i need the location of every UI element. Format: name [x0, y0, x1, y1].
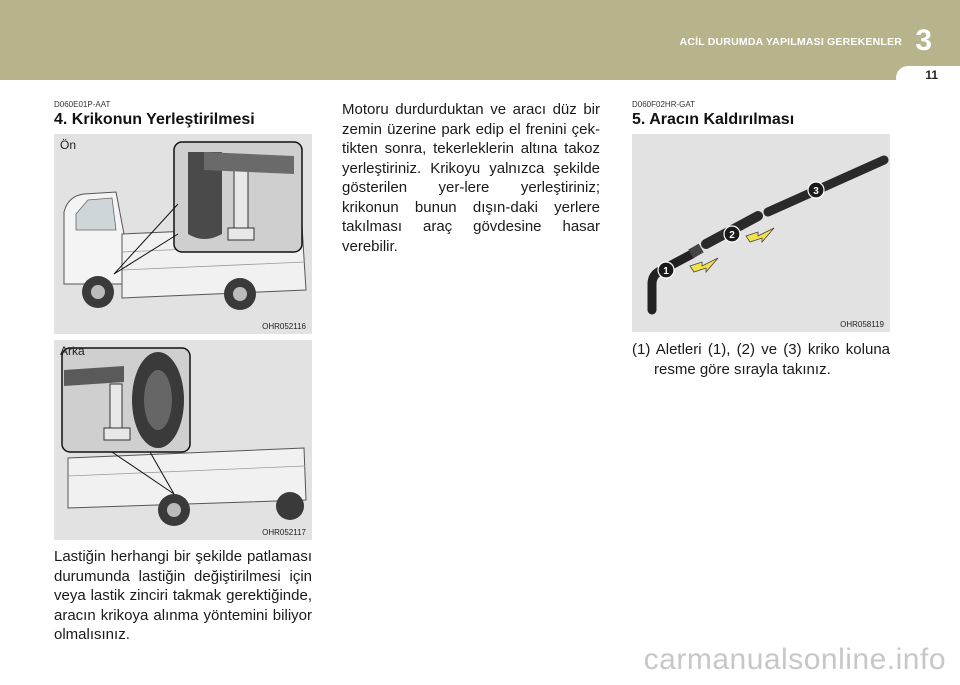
chapter-number: 3 [915, 24, 932, 57]
section5-step-1: (1) Aletleri (1), (2) ve (3) kriko koluna resme göre sırayla takınız. [632, 341, 890, 378]
figure-front-jack [54, 134, 312, 334]
callout-2 [724, 226, 740, 242]
figure-front-code: OHR052116 [262, 322, 306, 331]
section4-code: D060E01P-AAT [54, 100, 111, 109]
callout-3 [808, 182, 824, 198]
page-number: 11 [925, 68, 938, 82]
svg-text:1: 1 [663, 266, 669, 277]
svg-text:3: 3 [813, 186, 819, 197]
truck-rear-illustration [54, 340, 312, 540]
figure-rear-code: OHR052117 [262, 528, 306, 537]
watermark: carmanualsonline.info [643, 643, 946, 676]
chapter-title: ACİL DURUMDA YAPILMASI GEREKENLER [679, 36, 902, 48]
section4-text: Lastiğin herhangi bir şekilde patlaması durumunda lastiğin değiştirilmesi için veya lastik zinciri takmak gerektiğinde, aracın krikoya alınma yöntemini biliyor olmalısınız. [54, 548, 312, 643]
truck-front-illustration [54, 134, 312, 334]
jack-handle-illustration [632, 134, 890, 332]
section5-title: 5. Aracın Kaldırılması [632, 111, 795, 128]
figure-jack-handle-code: OHR058119 [840, 320, 884, 329]
middle-text: Motoru durdurduktan ve aracı düz bir zemin üzerine park edip el frenini çek-tikten sonra, tekerleklerin altına takoz yerleştiriniz. Krikoyu yalnızca şekilde gösterilen yer-lere yerleştiriniz; krikonun bunun dışın-daki yerlere takılması araç gövdesine hasar verebilir. [342, 101, 600, 255]
figure-rear-jack [54, 340, 312, 540]
figure-rear-label: Arka [60, 344, 85, 358]
callout-1 [658, 262, 674, 278]
svg-text:2: 2 [729, 230, 735, 241]
figure-front-label: Ön [60, 138, 77, 152]
section4-title: 4. Krikonun Yerleştirilmesi [54, 111, 255, 128]
figure-jack-handle [632, 134, 890, 332]
section5-code: D060F02HR-GAT [632, 100, 695, 109]
